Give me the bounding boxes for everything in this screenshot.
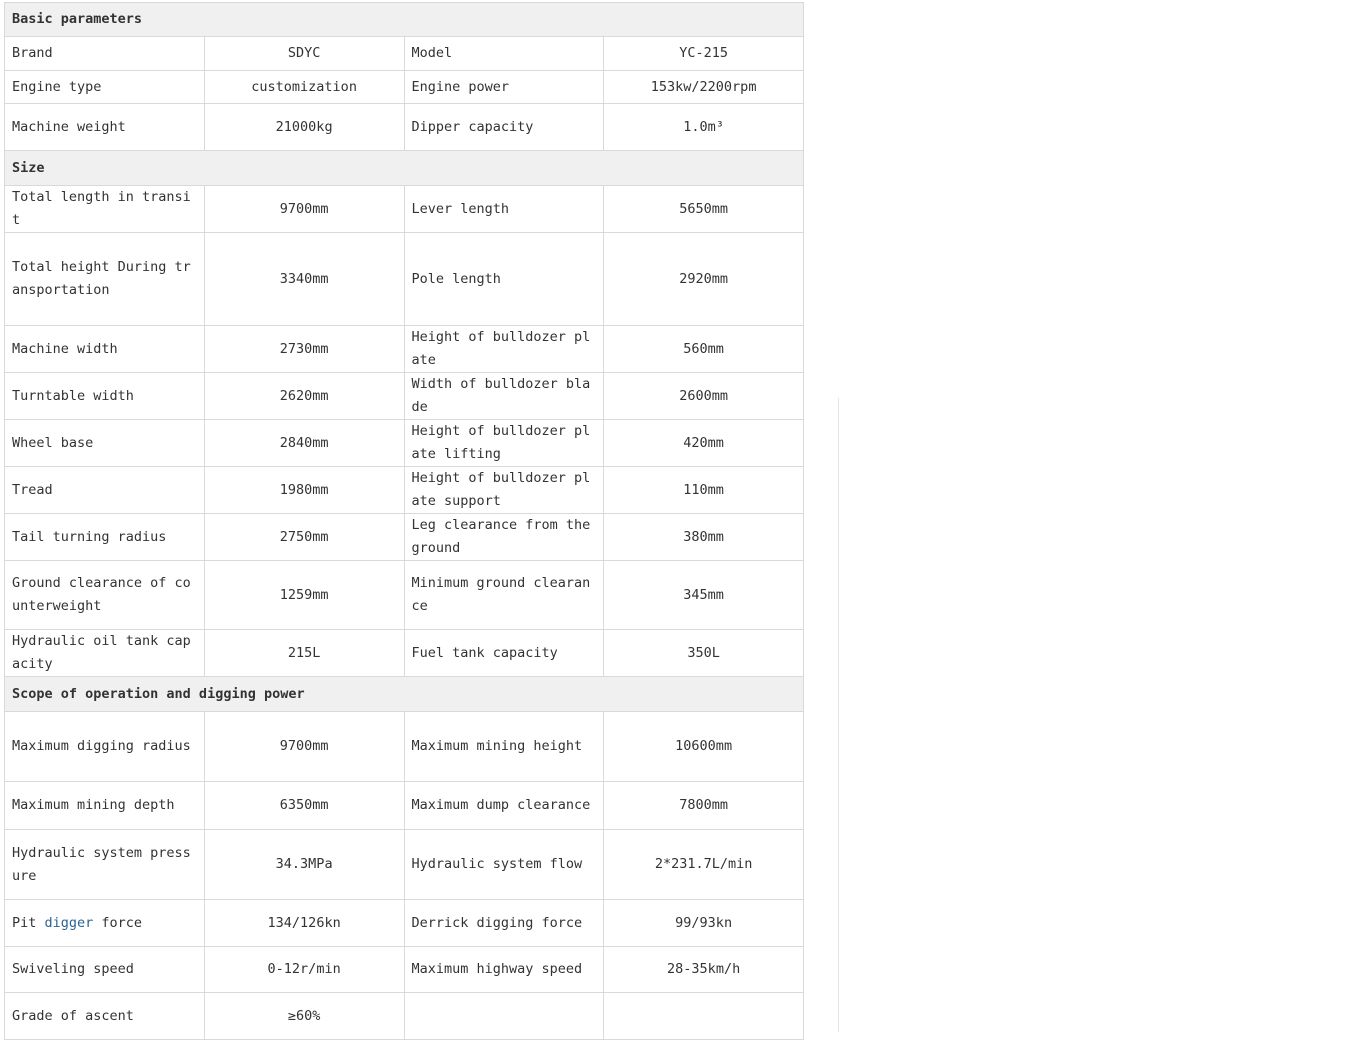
table-row (5, 993, 804, 1040)
param-label: Tread (5, 467, 205, 514)
param-label: Dipper capacity (404, 104, 604, 151)
param-label: Maximum mining height (404, 712, 604, 782)
section-title: Size (5, 151, 804, 186)
param-value: 0-12r/min (204, 947, 404, 993)
param-value: 9700mm (204, 712, 404, 782)
section-header-row (5, 151, 804, 186)
param-label: Ground clearance of counterweight (5, 561, 205, 630)
param-label: Minimum ground clearance (404, 561, 604, 630)
param-label: Engine power (404, 71, 604, 104)
param-value: 560mm (604, 326, 804, 373)
table-row (5, 326, 804, 373)
section-header-row (5, 3, 804, 37)
param-label: Maximum highway speed (404, 947, 604, 993)
param-label: Engine type (5, 71, 205, 104)
param-value: ≥60% (204, 993, 404, 1040)
param-label-suffix: force (93, 914, 143, 931)
param-value: 2620mm (204, 373, 404, 420)
param-label: Total height During transportation (5, 233, 205, 326)
param-value: 10600mm (604, 712, 804, 782)
param-value: 6350mm (204, 782, 404, 830)
param-label: Leg clearance from the ground (404, 514, 604, 561)
param-label: Total length in transit (5, 186, 205, 233)
param-label: Maximum digging radius (5, 712, 205, 782)
param-label: Lever length (404, 186, 604, 233)
param-value: 2600mm (604, 373, 804, 420)
param-value: 1980mm (204, 467, 404, 514)
param-value: 350L (604, 630, 804, 677)
table-row (5, 561, 804, 630)
param-label: Wheel base (5, 420, 205, 467)
param-label: Height of bulldozer plate (404, 326, 604, 373)
table-row (5, 947, 804, 993)
section-title: Basic parameters (5, 3, 804, 37)
table-row (5, 900, 804, 947)
param-label: Machine width (5, 326, 205, 373)
param-value: 380mm (604, 514, 804, 561)
param-value: 2730mm (204, 326, 404, 373)
spec-table (4, 2, 804, 1040)
param-label (5, 900, 205, 947)
param-value: 28-35km/h (604, 947, 804, 993)
param-value: SDYC (204, 37, 404, 71)
param-value: 5650mm (604, 186, 804, 233)
param-label: Model (404, 37, 604, 71)
param-value: 99/93kn (604, 900, 804, 947)
param-value: 1259mm (204, 561, 404, 630)
param-value: 7800mm (604, 782, 804, 830)
section-title: Scope of operation and digging power (5, 677, 804, 712)
table-row (5, 420, 804, 467)
param-label: Grade of ascent (5, 993, 205, 1040)
table-row (5, 71, 804, 104)
param-label: Pole length (404, 233, 604, 326)
param-value: 9700mm (204, 186, 404, 233)
table-row (5, 104, 804, 151)
divider-line (838, 398, 839, 1032)
param-value: 2*231.7L/min (604, 830, 804, 900)
param-label: Derrick digging force (404, 900, 604, 947)
digger-link[interactable]: digger (44, 914, 94, 931)
param-value: 2750mm (204, 514, 404, 561)
param-value: YC-215 (604, 37, 804, 71)
param-label: Hydraulic system pressure (5, 830, 205, 900)
param-value: 3340mm (204, 233, 404, 326)
param-label: Height of bulldozer plate lifting (404, 420, 604, 467)
table-row (5, 630, 804, 677)
param-label: Brand (5, 37, 205, 71)
param-value: 2920mm (604, 233, 804, 326)
param-value: 153kw/2200rpm (604, 71, 804, 104)
param-label: Fuel tank capacity (404, 630, 604, 677)
param-value: 134/126kn (204, 900, 404, 947)
table-row (5, 830, 804, 900)
param-label: Swiveling speed (5, 947, 205, 993)
param-value: 110mm (604, 467, 804, 514)
table-row (5, 514, 804, 561)
table-row (5, 467, 804, 514)
table-row (5, 373, 804, 420)
param-value: 215L (204, 630, 404, 677)
param-label: Hydraulic oil tank capacity (5, 630, 205, 677)
table-row (5, 712, 804, 782)
table-row (5, 782, 804, 830)
param-label (404, 993, 604, 1040)
param-label: Maximum dump clearance (404, 782, 604, 830)
param-value (604, 993, 804, 1040)
param-value: 345mm (604, 561, 804, 630)
table-row (5, 233, 804, 326)
section-header-row (5, 677, 804, 712)
param-value: 1.0m³ (604, 104, 804, 151)
table-row (5, 186, 804, 233)
param-value: 21000kg (204, 104, 404, 151)
param-label: Width of bulldozer blade (404, 373, 604, 420)
param-label-prefix: Pit (12, 914, 45, 931)
param-value: customization (204, 71, 404, 104)
table-row (5, 37, 804, 71)
param-value: 2840mm (204, 420, 404, 467)
param-label: Height of bulldozer plate support (404, 467, 604, 514)
param-value: 420mm (604, 420, 804, 467)
param-label: Hydraulic system flow (404, 830, 604, 900)
param-value: 34.3MPa (204, 830, 404, 900)
param-label: Machine weight (5, 104, 205, 151)
param-label: Tail turning radius (5, 514, 205, 561)
param-label: Turntable width (5, 373, 205, 420)
param-label: Maximum mining depth (5, 782, 205, 830)
